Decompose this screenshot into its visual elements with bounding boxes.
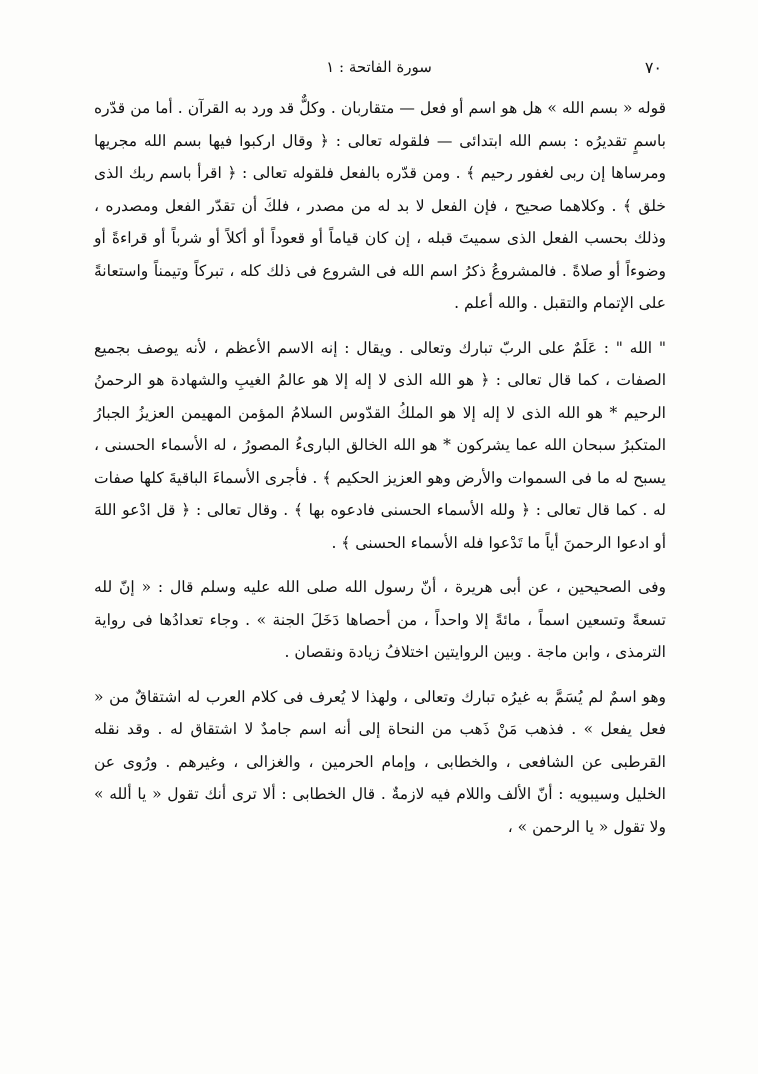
paragraph-sahihain-hadith: وفى الصحيحين ، عن أبى هريرة ، أنّ رسول الله صلى الله عليه وسلم قال : « إنّ لله تسعةً وتسعين اسماً ، مائةً إلا واحداً ، من أحصاها دَخَلَ الجنة » . وجاء تعدادُها فى رواية الترمذى ، وابن ماجة . وبين الروايتين اختلافُ زيادة ونقصان .: [94, 578, 666, 661]
running-head: سورة الفاتحة : ١: [326, 58, 432, 76]
paragraph-derivation: وهو اسمٌ لم يُسَمَّ به غيرُه تبارك وتعالى ، ولهذا لا يُعرف فى كلام العرب له اشتقاقٌ من « فعل يفعل » . فذهب مَنْ ذَهب من النحاة إلى أنه اسم جامدٌ لا اشتقاق له . وقد نقله القرطبى عن الشافعى ، والخطابى ، وإمام الحرمين ، والغزالى ، وغيرهم . ورُوى عن الخليل وسيبويه : أنّ الألف واللام فيه لازمةٌ . قال الخطابى : ألا ترى أنك تقول « يا ألله » ولا تقول « يا الرحمن » ،: [94, 687, 666, 836]
page-body: [94, 92, 666, 843]
paragraph-basmala: قوله « بسم الله » هل هو اسم أو فعل — متقاربان . وكلٌّ قد ورد به القرآن . أما من قدّره باسمٍ تقديرُه : بسم الله ابتدائى — فلقوله تعالى : ﴿ وقال اركبوا فيها بسم الله مجريها ومرساها إن ربى لغفور رحيم ﴾ . ومن قدّره بالفعل فلقوله تعالى : ﴿ اقرأ باسم ربك الذى خلق ﴾ . وكلاهما صحيح ، فإن الفعل لا بد له من مصدر ، فلكَ أن تقدّر الفعل ومصدره ، وذلك بحسب الفعل الذى سميتَ قبله ، إن كان قياماً أو قعوداً أو أكلاً أو شرباً أو قراءةً أو وضوءاً أو صلاةً . فالمشروعُ ذكرُ اسم الله فى الشروع فى ذلك كله ، تبركاً وتيمناً واستعانةً على الإتمام والتقبل . والله أعلم .: [94, 99, 666, 312]
page-number: ٧٠: [644, 58, 662, 77]
page-header: [96, 58, 662, 82]
paragraph-allah-name: " الله " : عَلَمٌ على الربّ تبارك وتعالى . ويقال : إنه الاسم الأعظم ، لأنه يوصف بجميع الصفات ، كما قال تعالى : ﴿ هو الله الذى لا إله إلا هو عالمُ الغيبِ والشهادة هو الرحمنُ الرحيم * هو الله الذى لا إله إلا هو الملكُ القدّوس السلامُ المؤمن المهيمن العزيزُ الجبارُ المتكبرُ سبحان الله عما يشركون * هو الله الخالق البارىءُ المصورُ ، له الأسماء الحسنى ، يسبح له ما فى السموات والأرض وهو العزيز الحكيم ﴾ . فأجرى الأسماءَ الباقيةَ كلها صفات له . كما قال تعالى : ﴿ ولله الأسماء الحسنى فادعوه بها ﴾ . وقال تعالى : ﴿ قل ادْعو اللهَ أو ادعوا الرحمنَ أياً ما تَدْعوا فله الأسماء الحسنى ﴾ .: [94, 338, 666, 552]
